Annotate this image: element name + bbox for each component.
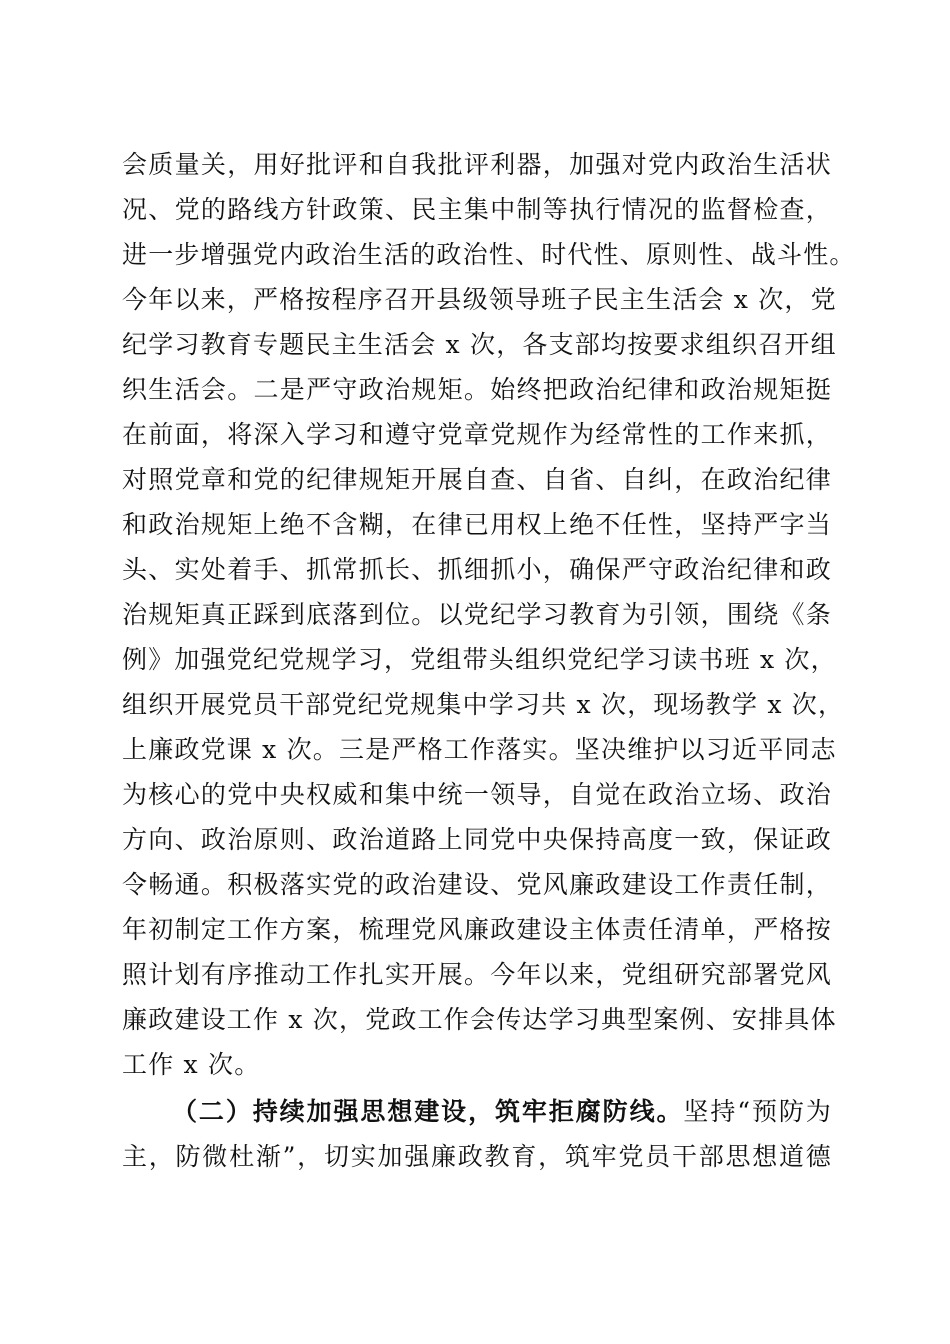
body-text-line: 主，防微杜渐”，切实加强廉政教育，筑牢党员干部思想道德 [122, 1142, 832, 1171]
body-text-line: 织生活会。二是严守政治规矩。始终把政治纪律和政治规矩挺 [122, 375, 832, 404]
body-text-line: 上廉政党课 x 次。三是严格工作落实。坚决维护以习近平同志 [122, 735, 837, 764]
body-text-line: 照计划有序推动工作扎实开展。今年以来，党组研究部署党风 [122, 960, 832, 989]
body-text-line: 组织开展党员干部党纪党规集中学习共 x 次，现场教学 x 次， [122, 690, 845, 719]
section-heading-line [172, 1092, 832, 1132]
body-text-line: 和政治规矩上绝不含糊，在律已用权上绝不任性，坚持严字当 [122, 510, 832, 539]
body-text-line: 方向、政治原则、政治道路上同党中央保持高度一致，保证政 [122, 825, 832, 854]
body-text-line: 头、实处着手、抓常抓长、抓细抓小，确保严守政治纪律和政 [122, 555, 832, 584]
body-text-line: 纪学习教育专题民主生活会 x 次，各支部均按要求组织召开组 [122, 330, 837, 359]
body-text-line: 为核心的党中央权威和集中统一领导，自觉在政治立场、政治 [122, 780, 832, 809]
body-text-line: 在前面，将深入学习和遵守党章党规作为经常性的工作来抓， [122, 420, 832, 449]
body-text-line: 治规矩真正踩到底落到位。以党纪学习教育为引领，围绕《条 [122, 600, 832, 629]
body-text-line: 年初制定工作方案，梳理党风廉政建设主体责任清单，严格按 [122, 915, 832, 944]
body-text-line: 况、党的路线方针政策、民主集中制等执行情况的监督检查， [122, 195, 832, 224]
body-text-line: 廉政建设工作 x 次，党政工作会传达学习典型案例、安排具体 [122, 1005, 837, 1034]
body-text-line: 今年以来，严格按程序召开县级领导班子民主生活会 x 次，党 [122, 285, 837, 314]
section-heading: （二）持续加强思想建设，筑牢拒腐防线。 [172, 1097, 684, 1126]
body-text-line: 会质量关，用好批评和自我批评利器，加强对党内政治生活状 [122, 150, 832, 179]
body-text-line: 对照党章和党的纪律规矩开展自查、自省、自纠，在政治纪律 [122, 465, 832, 494]
body-text-line: 进一步增强党内政治生活的政治性、时代性、原则性、战斗性。 [122, 240, 856, 269]
body-text-line: 工作 x 次。 [122, 1050, 261, 1079]
body-text-line: 例》加强党纪党规学习，党组带头组织党纪学习读书班 x 次， [122, 645, 837, 674]
body-text-line: 令畅通。积极落实党的政治建设、党风廉政建设工作责任制， [122, 870, 832, 899]
section-text: 坚持“预防为 [683, 1097, 832, 1126]
